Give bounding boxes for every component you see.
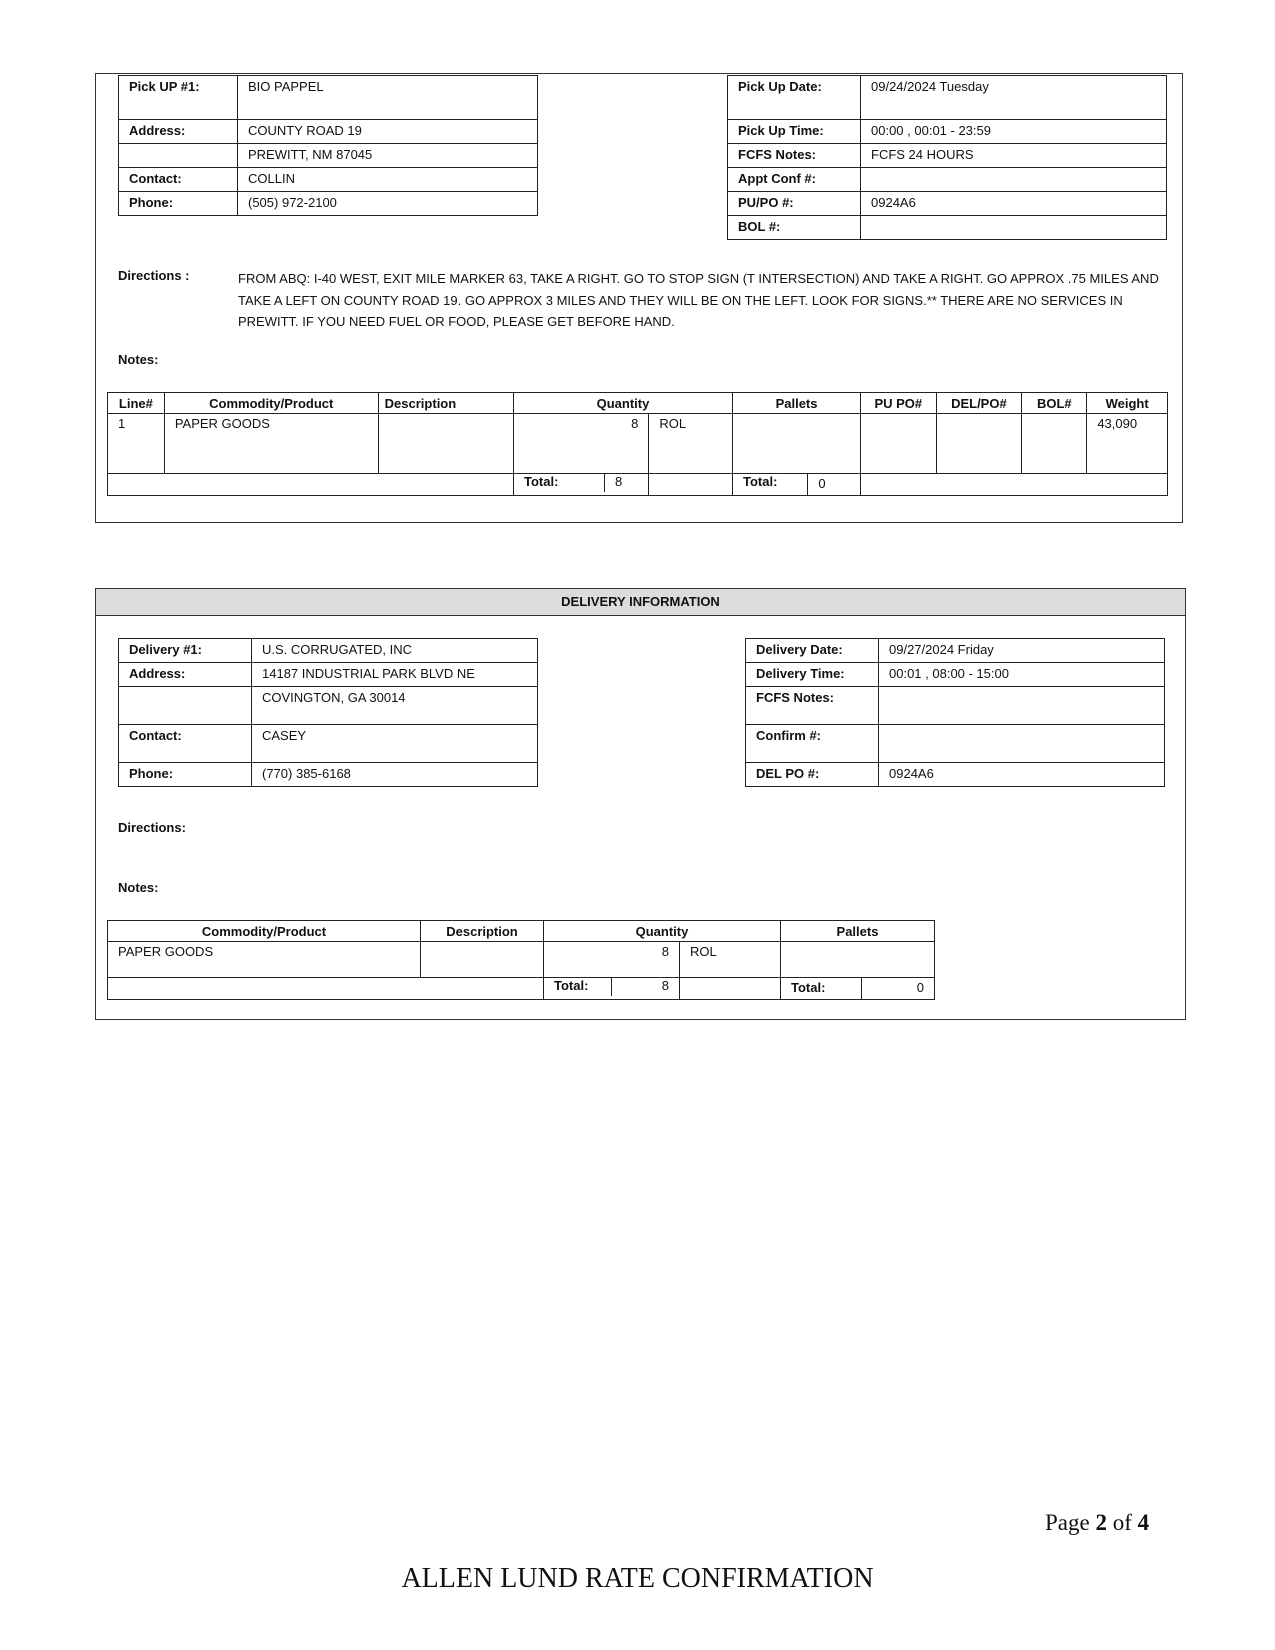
qty-total-value: 8	[615, 474, 623, 489]
qty-total-label: Total:	[514, 474, 605, 492]
delivery-address-value: 14187 INDUSTRIAL PARK BLVD NE	[252, 663, 538, 687]
pickup-appt-value	[861, 168, 1167, 192]
delivery-time-label: Delivery Time:	[746, 663, 879, 687]
delivery-phone-value: (770) 385-6168	[252, 763, 538, 787]
pickup-items-table	[107, 392, 1168, 496]
pickup-number-label: Pick UP #1:	[119, 76, 238, 120]
pallets-total-label: Total:	[781, 978, 862, 1000]
row-commodity: PAPER GOODS	[164, 414, 378, 474]
pickup-date-value: 09/24/2024 Tuesday	[861, 76, 1167, 120]
col-pu-po: PU PO#	[861, 393, 936, 414]
pickup-address-value: COUNTY ROAD 19	[238, 120, 538, 144]
delivery-time-value: 00:01 , 08:00 - 15:00	[879, 663, 1165, 687]
delivery-contact-label: Contact:	[119, 725, 252, 763]
pickup-directions-text: FROM ABQ: I-40 WEST, EXIT MILE MARKER 63, TAKE A RIGHT. GO TO STOP SIGN (T INTERSECTION) AND TAKE A RIGHT. GO APPROX .75 MILES AND TAKE A LEFT ON COUNTY ROAD 19. GO APPROX 3 MILES AND THEY WILL BE ON THE LEFT. LOOK FOR SIGNS.** THERE ARE NO SERVICES IN PREWITT. IF YOU NEED FUEL OR FOOD, PLEASE GET BEFORE HAND.	[238, 271, 1159, 329]
pickup-city-value: PREWITT, NM 87045	[238, 144, 538, 168]
delivery-notes-label: Notes:	[118, 880, 159, 895]
col-pallets: Pallets	[781, 921, 935, 942]
col-description: Description	[421, 921, 544, 942]
row-qty: 8	[514, 414, 649, 474]
col-commodity: Commodity/Product	[164, 393, 378, 414]
delivery-fcfs-value	[879, 687, 1165, 725]
delivery-city-value: COVINGTON, GA 30014	[252, 687, 538, 725]
pickup-number-value: BIO PAPPEL	[238, 76, 538, 120]
pickup-po-value: 0924A6	[861, 192, 1167, 216]
row-unit: ROL	[680, 942, 781, 978]
delivery-fcfs-label: FCFS Notes:	[746, 687, 879, 725]
delivery-info-left	[118, 638, 538, 787]
col-line: Line#	[108, 393, 165, 414]
pickup-fcfs-value: FCFS 24 HOURS	[861, 144, 1167, 168]
pickup-bol-label: BOL #:	[728, 216, 861, 240]
pickup-notes-label: Notes:	[118, 352, 159, 367]
row-qty: 8	[544, 942, 680, 978]
delivery-date-label: Delivery Date:	[746, 639, 879, 663]
delivery-directions-label: Directions:	[118, 820, 186, 835]
row-weight: 43,090	[1087, 414, 1168, 474]
row-pallets	[781, 942, 935, 978]
qty-total-value: 8	[661, 978, 669, 993]
delivery-info-right	[745, 638, 1165, 787]
row-description	[421, 942, 544, 978]
pickup-appt-label: Appt Conf #:	[728, 168, 861, 192]
delivery-date-value: 09/27/2024 Friday	[879, 639, 1165, 663]
col-del-po: DEL/PO#	[936, 393, 1022, 414]
col-commodity: Commodity/Product	[108, 921, 421, 942]
col-weight: Weight	[1087, 393, 1168, 414]
pickup-info-left	[118, 75, 538, 216]
pickup-contact-value: COLLIN	[238, 168, 538, 192]
pickup-bol-value	[861, 216, 1167, 240]
pickup-fcfs-label: FCFS Notes:	[728, 144, 861, 168]
row-commodity: PAPER GOODS	[108, 942, 421, 978]
pickup-directions-label: Directions :	[118, 268, 190, 283]
pallets-total-label: Total:	[743, 474, 778, 489]
row-line: 1	[108, 414, 165, 474]
pickup-po-label: PU/PO #:	[728, 192, 861, 216]
pallets-total-value: 0	[808, 474, 861, 496]
row-unit: ROL	[649, 414, 733, 474]
col-description: Description	[378, 393, 513, 414]
delivery-phone-label: Phone:	[119, 763, 252, 787]
current-page: 2	[1095, 1510, 1107, 1535]
table-row	[108, 414, 1168, 474]
table-row	[108, 942, 935, 978]
delivery-confirm-label: Confirm #:	[746, 725, 879, 763]
pickup-address-label: Address:	[119, 120, 238, 144]
delivery-items-table	[107, 920, 935, 1000]
col-quantity: Quantity	[544, 921, 781, 942]
pickup-phone-value: (505) 972-2100	[238, 192, 538, 216]
delivery-confirm-value	[879, 725, 1165, 763]
row-pallets	[733, 414, 861, 474]
delivery-number-label: Delivery #1:	[119, 639, 252, 663]
pickup-phone-label: Phone:	[119, 192, 238, 216]
pallets-total-value: 0	[862, 978, 935, 1000]
pickup-info-right	[727, 75, 1167, 240]
col-pallets: Pallets	[733, 393, 861, 414]
row-description	[378, 414, 513, 474]
document-title: ALLEN LUND RATE CONFIRMATION	[401, 1563, 874, 1594]
col-bol: BOL#	[1022, 393, 1087, 414]
pickup-time-value: 00:00 , 00:01 - 23:59	[861, 120, 1167, 144]
delivery-header: DELIVERY INFORMATION	[96, 589, 1185, 616]
pickup-contact-label: Contact:	[119, 168, 238, 192]
delivery-contact-value: CASEY	[252, 725, 538, 763]
delivery-number-value: U.S. CORRUGATED, INC	[252, 639, 538, 663]
delivery-po-value: 0924A6	[879, 763, 1165, 787]
delivery-address-label: Address:	[119, 663, 252, 687]
page-number: Page 2 of 4	[1045, 1510, 1150, 1535]
pickup-date-label: Pick Up Date:	[728, 76, 861, 120]
delivery-po-label: DEL PO #:	[746, 763, 879, 787]
qty-total-label: Total:	[544, 978, 612, 996]
col-quantity: Quantity	[514, 393, 733, 414]
total-pages: 4	[1137, 1510, 1150, 1535]
pickup-time-label: Pick Up Time:	[728, 120, 861, 144]
